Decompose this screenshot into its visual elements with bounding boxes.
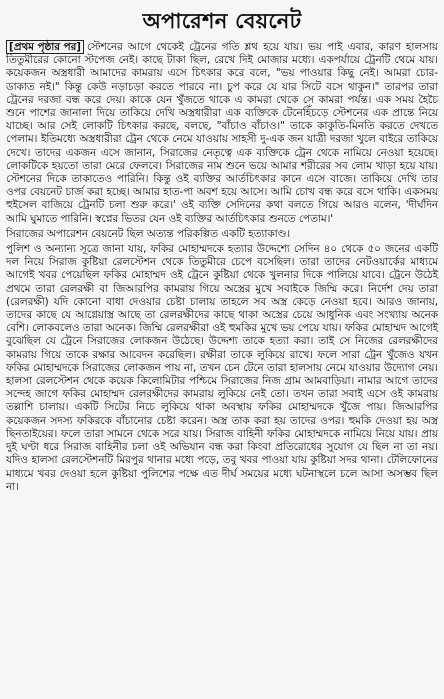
paragraph-text: পুলিশ ও অন্যান্য সূত্রে জানা যায়, ফকির মোহাম্মদকে হত্যার উদ্দেশ্যে সেদিন ৪০ থেকে ৫০ জনের একটি দল নিয়ে সিরাজ কুষ্টিয়া রেলস্টেশন থেকে তিতুমীরে চেপে বসেছিল। তারা তাদের নেটওয়ার্কের মাধ্যমে আগেই খবর পেয়েছিল ফকির মোহাম্মদ ওই ট্রেনে কুষ্টিয়া থেকে খুলনার দিকে পালিয়ে যাবে। ট্রেনে উঠেই প্রথমে তারা রেলরক্ষী বা জিআরপির কামরায় গিয়ে অস্ত্রের মুখে সবাইকে জিম্মি করে। নির্দেশ দেয় তারা (রেলরক্ষী) যদি কোনো বাধা দেওয়ার চেষ্টা চালায় তাহলে সব অস্ত্র কেড়ে নেওয়া হবে। আরও জানায়, তাদের কাছে যে আগ্নেয়াস্ত্র আছে তা রেলরক্ষীদের কাছে থাকা অস্ত্রের চেয়ে আধুনিক এবং সংখ্যায় অনেক বেশি। লোকবলেও তারা অনেক। জিম্মি রেলরক্ষীরা ওই হুমকির মুখে ভয় পেয়ে যায়। ফকির মোহাম্মদ আগেই বুঝেছিল যে ট্রেনে সিরাজের লোকজন উঠেছে। উদ্দেশ্য তাকে হত্যা করা। তাই সে নিজের রেলরক্ষীদের কামরায় গিয়ে তাকে রক্ষার আবেদন করেছিল। রক্ষীরা তাকে লুকিয়ে রাখে। ফলে সারা ট্রেন খুঁজেও যখন ফকির মোহাম্মদকে সিরাজের লোকজন পায় না, তখন চেন টেনে তারা হালসায় নেমে যাওয়ার উদ্যোগ নেয়। হালসা রেলস্টেশন থেকে কয়েক কিলোমিটার পশ্চিমে সিরাজের নিজ গ্রাম আমবাড়িয়া। নামার আগে তাদের সন্দেহ জাগে ফকির মোহাম্মদ রেলরক্ষীদের কামরায় লুকিয়ে নেই তো। তখন তারা সবাই এসে ওই কামরায় তল্লাশি চালায়। একটি সিটের নিচে লুকিয়ে থাকা অবস্থায় ফকির মোহাম্মদকে খুঁজে পায়। জিআরপির কয়েকজন সদস্য ফকিরকে বাঁচানোর চেষ্টা করেন। অস্ত্র তাক করা হয় তাদের ওপর। হুমকি দেওয়া হয় অস্ত্র ছিনতাইয়ের। ফলে তারা সামনে থেকে সরে যায়। সিরাজ বাহিনী ফকির মোহাম্মদকে নামিয়ে নিয়ে যায়। প্রায় দুই ঘণ্টা ধরে সিরাজ বাহিনীর চলা ওই অভিযান বন্ধ করা কিংবা প্রতিরোধের সুযোগ যে ছিল না তা নয়। যদিও হালসা রেলস্টেশনটি মিরপুর থানার মধ্যে পড়ে, তবু খবর পাওয়া যায় কুষ্টিয়া সদর থানা। টেলিফোনের মাধ্যমে খবর দেওয়া হলে কুষ্টিয়া পুলিশের পক্ষে এত দীর্ঘ সময়ের মধ্যে ঘটনাস্থলে চলে আসা অসম্ভব ছিল না। [6,243,438,493]
continued-from-front-page-tag: [প্রথম পৃষ্ঠার পর] [6,40,84,54]
article-paragraph-1 [6,40,438,226]
article-paragraph-3 [6,243,438,494]
paragraph-text: স্টেশনের আগে থেকেই ট্রেনের গতি শ্লথ হয়ে যায়। ভয় পাই এবার, কারণ হালসায় তিতুমীরের কোনো স্টপেজ নেই। কাছে টাকা ছিল, রেখে দিই মোজার মধ্যে। একপর্যায়ে ট্রেনটি থেমে যায়। কয়েকজন অস্ত্রধারী আমাদের কামরায় এসে চিৎকার করে বলে, "ভয় পাওয়ার কিছু নেই। আমরা চোর-ডাকাত নই।" কিন্তু কেউ নড়াচড়া করতে পারবে না। চুপ করে যে যার সিটে বসে থাকুন।" তারপর তারা ট্রেনের দরজা বন্ধ করে দেয়। কাকে যেন খুঁজতে থাকে এ কামরা থেকে সে কামরা পর্যন্ত। এক সময় হৈচৈ শুনে পাশের জানালা দিয়ে তাকিয়ে দেখি অস্ত্রধারীরা এক ব্যক্তিকে টেনেহিঁচড়ে স্টেশনের এক প্রান্তে নিয়ে যাচ্ছে। আর সেই লোকটি চিৎকার করছে, বলছে, "বাঁচাও বাঁচাও।" তাকে কাকুতি-মিনতি করতে দেখতে পেলাম। ইতিমধ্যে অস্ত্রধারীরা ট্রেন থেকে নেমে যাওয়ায় সাহসী দু-এক জন যাত্রী দরজা খুলে বাইরে তাকিয়ে দেখে। তাদের একজন এসে জানান, সিরাজের নেতৃত্বে এক ব্যক্তিকে ট্রেন থেকে নামিয়ে নেওয়া হয়েছে। লোকটিকে হয়তো তারা মেরে ফেলবে। সিরাজের নাম শুনে ভয়ে আমার শরীরের সব লোম খাড়া হয়ে যায়। স্টেশনের দিকে তাকাতেও পারিনি। কিন্তু ওই ব্যক্তির আর্তচিৎকার কানে এসে বাজে। তাকিয়ে দেখি তার ওপর বেয়নেট চার্জ করা হচ্ছে। আমার হাত-পা অবশ হয়ে আসে। আমি চোখ বন্ধ করে বসে থাকি। একসময় হুইসেল বাজিয়ে ট্রেনটি চলা শুরু করে।' ওই ব্যক্তি সেদিনের কথা বলতে গিয়ে আরও বলেন, 'দীর্ঘদিন আমি ঘুমাতে পারিনি। স্বপ্নের ভিতর যেন ওই ব্যক্তির আর্তচিৎকার শুনতে পেতাম।' [6,41,438,225]
article-paragraph-2 [6,228,438,241]
paragraph-text: সিরাজের অপারেশন বেয়নেট ছিল অত্যন্ত পরিকল্পিত একটি হত্যাকাণ্ড। [6,227,291,240]
article-headline: অপারেশন বেয়নেট [142,9,302,33]
